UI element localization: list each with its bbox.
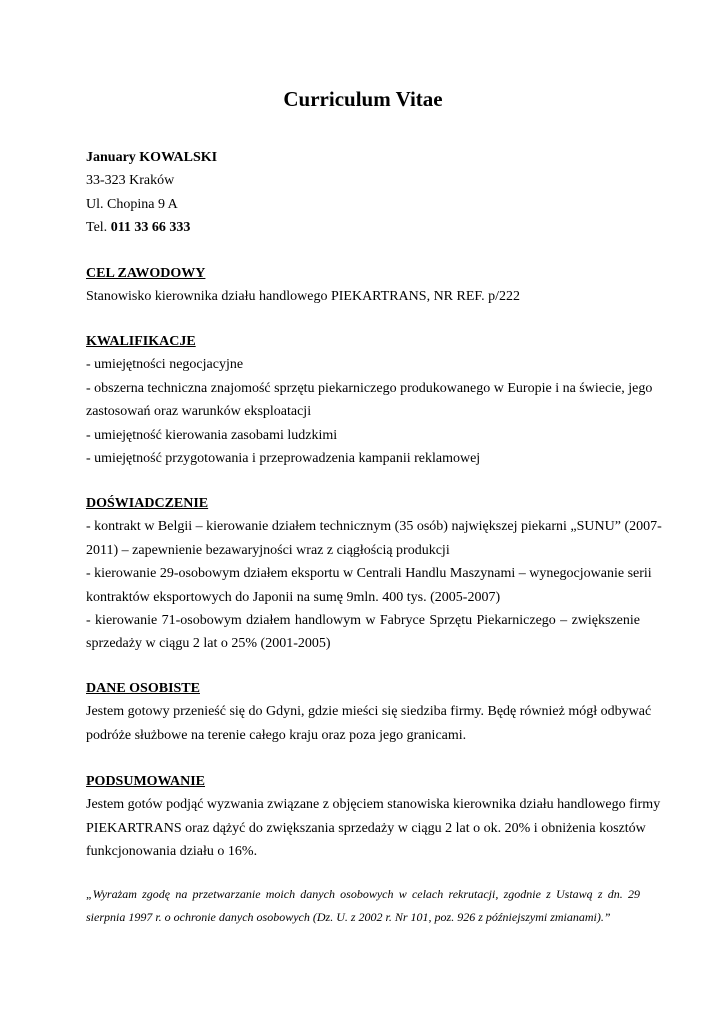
experience-line: sprzedaży w ciągu 2 lat o 25% (2001-2005): [86, 636, 331, 652]
summary-line: Jestem gotów podjąć wyzwania związane z objęciem stanowiska kierownika działu handlowego firmy: [86, 797, 661, 813]
personal-data-line: podróże służbowe na terenie całego kraju oraz poza jego granicami.: [86, 727, 467, 743]
personal-data-line: Jestem gotowy przenieść się do Gdyni, gdzie mieści się siedziba firmy. Będę również mógł odbywać: [86, 704, 652, 720]
experience-line: - kontrakt w Belgii – kierowanie działem technicznym (35 osób) największej piekarni „SUNU” (2007-: [86, 519, 662, 535]
person-phone-line: [86, 216, 640, 239]
phone-label: Tel.: [86, 220, 111, 236]
section-goal: [86, 262, 640, 309]
personal-info: [86, 146, 640, 240]
page-title: Curriculum Vitae: [283, 87, 443, 111]
phone-number: 011 33 66 333: [110, 220, 191, 236]
qualifications-heading: KWALIFIKACJE: [86, 334, 196, 349]
experience-line: - kierowanie 71-osobowym działem handlowym w Fabryce Sprzętu Piekarniczego – zwiększenie: [86, 613, 640, 629]
section-qualifications: [86, 330, 653, 470]
qualification-item: - obszerna techniczna znajomość sprzętu piekarniczego produkowanego w Europie i na świecie, jego: [86, 380, 653, 396]
qualification-item: zastosowań oraz warunków eksploatacji: [86, 404, 312, 420]
experience-line: - kierowanie 29-osobowym działem eksportu w Centrali Handlu Maszynami – wynegocjowanie serii: [86, 566, 652, 582]
personal-data-heading: DANE OSOBISTE: [86, 681, 200, 696]
consent-line: „Wyrażam zgodę na przetwarzanie moich danych osobowych w celach rekrutacji, zgodnie z Ustawą z dn. 29: [86, 887, 640, 901]
summary-line: funkcjonowania działu o 16%.: [86, 844, 258, 860]
qualification-item: - umiejętność kierowania zasobami ludzkimi: [86, 427, 338, 443]
goal-heading: CEL ZAWODOWY: [86, 266, 206, 281]
person-name: January KOWALSKI: [86, 150, 218, 165]
qualification-item: - umiejętność przygotowania i przeprowadzenia kampanii reklamowej: [86, 451, 481, 467]
qualification-item: - umiejętności negocjacyjne: [86, 357, 244, 373]
person-city: 33-323 Kraków: [86, 173, 175, 189]
goal-text: Stanowisko kierownika działu handlowego PIEKARTRANS, NR REF. p/222: [86, 289, 520, 305]
experience-heading: DOŚWIADCZENIE: [86, 496, 209, 511]
summary-line: PIEKARTRANS oraz dążyć do zwiększania sprzedaży w ciągu 2 lat o ok. 20% i obniżenia kosztów: [86, 820, 646, 836]
person-street: Ul. Chopina 9 A: [86, 196, 178, 212]
summary-heading: PODSUMOWANIE: [86, 774, 206, 789]
section-experience: [86, 492, 662, 656]
experience-line: 2011) – zapewnienie bezawaryjności wraz z ciągłością produkcji: [86, 542, 450, 558]
consent-line: sierpnia 1997 r. o ochronie danych osobowych (Dz. U. z 2002 r. Nr 101, poz. 926 z późniejszymi zmianami).”: [86, 910, 611, 924]
section-personal-data: [86, 677, 652, 747]
consent-note: [86, 883, 640, 929]
experience-line: kontraktów eksportowych do Japonii na sumę 9mln. 400 tys. (2005-2007): [86, 589, 501, 605]
section-summary: [86, 770, 661, 864]
